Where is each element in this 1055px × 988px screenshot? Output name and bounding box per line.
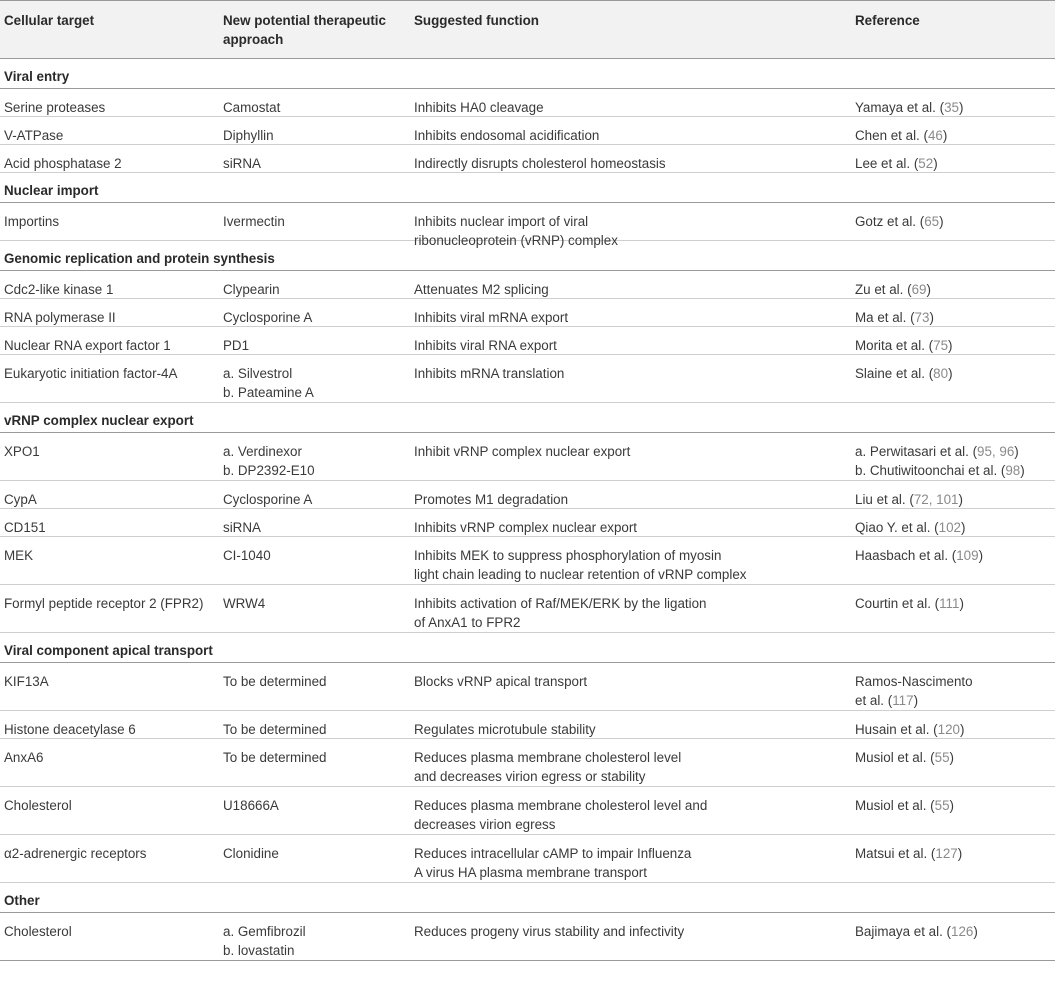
suggested-function-cell-line: Reduces progeny virus stability and infectivity — [414, 924, 685, 939]
reference-line — [855, 461, 1055, 480]
reference-cell — [855, 98, 1055, 116]
therapeutic-approach-cell — [223, 720, 414, 738]
cellular-target-cell — [0, 844, 223, 882]
therapeutic-approach-cell-line: a. Verdinexor — [223, 444, 302, 459]
reference-line — [855, 691, 1055, 710]
therapeutic-approach-cell-line: Cyclosporine A — [223, 492, 313, 507]
cellular-target-cell-line: Cdc2-like kinase 1 — [4, 282, 114, 297]
reference-citation-link[interactable]: 117 — [892, 693, 914, 708]
reference-citation-link[interactable]: 72, 101 — [913, 492, 959, 507]
reference-cell — [855, 844, 1055, 882]
reference-cell — [855, 748, 1055, 786]
cellular-target-cell-line: α2-adrenergic receptors — [4, 846, 147, 861]
reference-author: Gotz et al. ( — [855, 214, 925, 229]
suggested-function-cell-line: Inhibits vRNP complex nuclear export — [414, 520, 638, 535]
table-row — [0, 145, 1055, 173]
suggested-function-cell-line: Reduces plasma membrane cholesterol level and — [414, 798, 708, 813]
suggested-function-cell-line: ribonucleoprotein (vRNP) complex — [414, 233, 618, 248]
header-therapeutic-approach — [223, 11, 414, 58]
reference-close-paren: ) — [960, 520, 966, 535]
cellular-target-cell-line: Cholesterol — [4, 798, 72, 813]
header-cellular-target: Cellular target — [4, 13, 95, 28]
suggested-function-cell — [414, 126, 855, 144]
therapeutic-approach-cell — [223, 518, 414, 536]
reference-author: Zu et al. ( — [855, 282, 912, 297]
cellular-target-cell-line: Importins — [4, 214, 60, 229]
therapeutic-approach-cell-line: Clypearin — [223, 282, 280, 297]
reference-close-paren: ) — [913, 693, 919, 708]
reference-citation-link[interactable]: 120 — [937, 722, 960, 737]
cellular-target-cell-line: CD151 — [4, 520, 46, 535]
reference-line — [855, 922, 1055, 941]
header-suggested-function: Suggested function — [414, 13, 539, 28]
suggested-function-cell-line: Inhibits mRNA translation — [414, 366, 565, 381]
reference-citation-link[interactable]: 35 — [944, 100, 959, 115]
therapeutic-approach-cell-line: siRNA — [223, 520, 261, 535]
suggested-function-cell-line: Regulates microtubule stability — [414, 722, 596, 737]
header-therapeutic-approach-line1: New potential therapeutic — [223, 13, 386, 28]
suggested-function-cell-line: Inhibits viral mRNA export — [414, 310, 569, 325]
reference-author: Lee et al. ( — [855, 156, 919, 171]
table-row — [0, 355, 1055, 403]
reference-cell — [855, 364, 1055, 402]
therapeutic-approach-cell — [223, 126, 414, 144]
suggested-function-cell — [414, 720, 855, 738]
reference-close-paren: ) — [939, 214, 944, 229]
reference-author: Husain et al. ( — [855, 722, 938, 737]
reference-close-paren: ) — [949, 750, 954, 765]
reference-line — [855, 308, 1055, 327]
suggested-function-cell-line: Inhibit vRNP complex nuclear export — [414, 444, 631, 459]
therapeutic-approach-cell-line: U18666A — [223, 798, 279, 813]
table-row — [0, 327, 1055, 355]
reference-citation-link[interactable]: 55 — [934, 750, 950, 765]
suggested-function-cell — [414, 212, 855, 248]
suggested-function-cell — [414, 748, 855, 786]
suggested-function-cell-line: Indirectly disrupts cholesterol homeostasis — [414, 156, 666, 171]
reference-cell — [855, 518, 1055, 536]
therapeutic-approach-cell — [223, 212, 414, 240]
reference-cell — [855, 154, 1055, 172]
suggested-function-cell — [414, 442, 855, 480]
suggested-function-cell-line: A virus HA plasma membrane transport — [414, 865, 647, 880]
suggested-function-cell-line: Inhibits endosomal acidification — [414, 128, 600, 143]
table-row — [0, 711, 1055, 739]
reference-citation-link[interactable]: 102 — [938, 520, 961, 535]
reference-citation-link[interactable]: 52 — [918, 156, 934, 171]
suggested-function-cell — [414, 336, 855, 354]
therapeutic-approach-cell — [223, 98, 414, 116]
reference-author: a. Perwitasari et al. ( — [855, 444, 978, 459]
cellular-target-cell-line: CypA — [4, 492, 37, 507]
reference-author: Slaine et al. ( — [855, 366, 934, 381]
reference-line — [855, 844, 1055, 863]
reference-citation-link[interactable]: 69 — [911, 282, 927, 297]
reference-close-paren: ) — [973, 924, 978, 939]
reference-citation-link[interactable]: 126 — [951, 924, 974, 939]
cellular-target-cell — [0, 154, 223, 172]
reference-citation-link[interactable]: 111 — [939, 596, 960, 611]
cellular-target-cell-line: KIF13A — [4, 674, 49, 689]
therapeutic-approach-cell-line: PD1 — [223, 338, 250, 353]
therapeutic-approach-cell — [223, 364, 414, 402]
reference-line — [855, 720, 1055, 739]
therapeutic-approach-cell — [223, 442, 414, 480]
table-row — [0, 663, 1055, 711]
cellular-target-cell — [0, 720, 223, 738]
reference-cell — [855, 212, 1055, 240]
table-row — [0, 585, 1055, 633]
reference-close-paren: ) — [929, 310, 934, 325]
reference-citation-link[interactable]: 127 — [935, 846, 958, 861]
reference-close-paren: ) — [948, 366, 953, 381]
reference-cell — [855, 280, 1055, 298]
suggested-function-cell-line: decreases virion egress — [414, 817, 556, 832]
cellular-target-cell-line: RNA polymerase II — [4, 310, 116, 325]
reference-close-paren: ) — [957, 846, 963, 861]
reference-close-paren: ) — [959, 596, 964, 611]
therapeutic-approach-cell-line: a. Silvestrol — [223, 366, 293, 381]
reference-author: Liu et al. ( — [855, 492, 914, 507]
table-row — [0, 787, 1055, 835]
reference-close-paren: ) — [1020, 463, 1025, 478]
reference-line — [855, 212, 1055, 231]
reference-citation-link[interactable]: 95, 96 — [977, 444, 1015, 459]
suggested-function-cell — [414, 364, 855, 402]
suggested-function-cell — [414, 154, 855, 172]
reference-cell — [855, 672, 1055, 710]
reference-line — [855, 490, 1055, 509]
therapeutic-approach-cell-line: siRNA — [223, 156, 261, 171]
therapeutic-approach-cell — [223, 672, 414, 710]
cellular-target-cell — [0, 796, 223, 834]
suggested-function-cell — [414, 280, 855, 298]
therapeutic-approach-cell — [223, 922, 414, 960]
header-reference: Reference — [855, 13, 920, 28]
table-row — [0, 537, 1055, 585]
suggested-function-cell — [414, 546, 855, 584]
reference-close-paren: ) — [1014, 444, 1019, 459]
table-row — [0, 835, 1055, 883]
reference-close-paren: ) — [926, 282, 931, 297]
therapeutic-approach-cell — [223, 844, 414, 882]
reference-author: Bajimaya et al. ( — [855, 924, 952, 939]
cellular-target-cell-line: Cholesterol — [4, 924, 72, 939]
cellular-target-cell — [0, 546, 223, 584]
cellular-target-cell — [0, 490, 223, 508]
suggested-function-cell-line: Inhibits HA0 cleavage — [414, 100, 544, 115]
reference-citation-link[interactable]: 75 — [933, 338, 949, 353]
reference-citation-link[interactable]: 65 — [924, 214, 940, 229]
reference-close-paren: ) — [958, 492, 963, 507]
suggested-function-cell-line: Attenuates M2 splicing — [414, 282, 549, 297]
reference-citation-link[interactable]: 80 — [933, 366, 949, 381]
reference-cell — [855, 796, 1055, 834]
therapeutic-approach-cell — [223, 308, 414, 326]
reference-cell — [855, 336, 1055, 354]
reference-close-paren: ) — [978, 548, 984, 563]
cellular-target-cell — [0, 518, 223, 536]
suggested-function-cell — [414, 796, 855, 834]
suggested-function-cell-line: of AnxA1 to FPR2 — [414, 615, 521, 630]
suggested-function-cell-line: Blocks vRNP apical transport — [414, 674, 588, 689]
reference-line — [855, 98, 1055, 117]
therapeutic-approach-cell-line: Diphyllin — [223, 128, 274, 143]
cellular-target-cell — [0, 126, 223, 144]
reference-line — [855, 796, 1055, 815]
table-row — [0, 299, 1055, 327]
therapeutic-approach-cell — [223, 546, 414, 584]
cellular-target-cell — [0, 672, 223, 710]
reference-author: Qiao Y. et al. ( — [855, 520, 939, 535]
suggested-function-cell-line: Inhibits MEK to suppress phosphorylation of myosin — [414, 548, 722, 563]
cellular-target-cell — [0, 336, 223, 354]
cellular-target-cell-line: Acid phosphatase 2 — [4, 156, 122, 171]
reference-line — [855, 748, 1055, 767]
suggested-function-cell-line: Reduces intracellular cAMP to impair Influenza — [414, 846, 692, 861]
section-header: Viral entry — [0, 59, 1055, 89]
reference-cell — [855, 546, 1055, 584]
table-row — [0, 509, 1055, 537]
reference-line — [855, 154, 1055, 173]
suggested-function-cell-line: Inhibits viral RNA export — [414, 338, 557, 353]
reference-citation-link[interactable]: 55 — [934, 798, 950, 813]
suggested-function-cell — [414, 594, 855, 632]
reference-author: Yamaya et al. ( — [855, 100, 945, 115]
reference-line — [855, 672, 1055, 691]
therapeutic-approach-cell-line: a. Gemfibrozil — [223, 924, 306, 939]
reference-cell — [855, 720, 1055, 738]
suggested-function-cell-line: Promotes M1 degradation — [414, 492, 569, 507]
reference-close-paren: ) — [933, 156, 938, 171]
cellular-target-cell-line: Serine proteases — [4, 100, 106, 115]
therapeutic-approach-cell-line: To be determined — [223, 722, 327, 737]
reference-cell — [855, 922, 1055, 960]
reference-line — [855, 594, 1055, 613]
reference-close-paren: ) — [942, 128, 948, 143]
cellular-target-cell — [0, 922, 223, 960]
table-row — [0, 117, 1055, 145]
therapeutic-approach-cell-line: CI-1040 — [223, 548, 271, 563]
cellular-target-cell-line: XPO1 — [4, 444, 40, 459]
suggested-function-cell-line: light chain leading to nuclear retention of vRNP complex — [414, 567, 747, 582]
reference-cell — [855, 126, 1055, 144]
table-body — [0, 59, 1055, 961]
therapeutic-approach-cell — [223, 490, 414, 508]
table-row — [0, 203, 1055, 248]
suggested-function-cell-line: Inhibits activation of Raf/MEK/ERK by the ligation — [414, 596, 707, 611]
therapeutic-approach-cell-line: b. DP2392-E10 — [223, 463, 315, 478]
therapeutic-approach-cell — [223, 154, 414, 172]
reference-line — [855, 126, 1055, 145]
therapeutic-approach-cell-line: Camostat — [223, 100, 281, 115]
therapeutic-approach-cell — [223, 796, 414, 834]
cellular-target-cell — [0, 748, 223, 786]
reference-close-paren: ) — [958, 100, 964, 115]
table-row — [0, 271, 1055, 299]
reference-author: Ma et al. ( — [855, 310, 915, 325]
reference-close-paren: ) — [949, 798, 954, 813]
cellular-target-cell — [0, 442, 223, 480]
cellular-target-cell — [0, 364, 223, 402]
reference-close-paren: ) — [959, 722, 965, 737]
table-row — [0, 739, 1055, 787]
header-therapeutic-approach-line2: approach — [223, 32, 284, 47]
table-row — [0, 913, 1055, 961]
cellular-target-cell — [0, 280, 223, 298]
reference-citation-link[interactable]: 46 — [927, 128, 943, 143]
suggested-function-cell-line: Reduces plasma membrane cholesterol level — [414, 750, 682, 765]
section-header: Viral component apical transport — [0, 633, 1055, 663]
suggested-function-cell — [414, 518, 855, 536]
reference-citation-link[interactable]: 73 — [914, 310, 930, 325]
reference-cell — [855, 308, 1055, 326]
reference-cell — [855, 442, 1055, 480]
therapeutic-approach-cell-line: Cyclosporine A — [223, 310, 313, 325]
table-row — [0, 481, 1055, 509]
therapeutic-approach-cell-line: b. lovastatin — [223, 943, 295, 958]
reference-citation-link[interactable]: 98 — [1005, 463, 1021, 478]
reference-author: Chen et al. ( — [855, 128, 928, 143]
reference-author: b. Chutiwitoonchai et al. ( — [855, 463, 1006, 478]
therapeutic-approach-cell-line: To be determined — [223, 674, 327, 689]
reference-cell — [855, 594, 1055, 632]
reference-line — [855, 442, 1055, 461]
reference-author: et al. ( — [855, 693, 893, 708]
cellular-target-cell-line: Nuclear RNA export factor 1 — [4, 338, 171, 353]
reference-line — [855, 280, 1055, 299]
suggested-function-cell — [414, 490, 855, 508]
therapeutic-approach-cell-line: b. Pateamine A — [223, 385, 314, 400]
cellular-target-cell — [0, 594, 223, 632]
section-header: Other — [0, 883, 1055, 913]
cellular-target-cell-line: AnxA6 — [4, 750, 44, 765]
section-header: vRNP complex nuclear export — [0, 403, 1055, 433]
table-row — [0, 433, 1055, 481]
therapeutic-approach-cell — [223, 748, 414, 786]
reference-close-paren: ) — [948, 338, 953, 353]
table-row — [0, 89, 1055, 117]
reference-citation-link[interactable]: 109 — [956, 548, 979, 563]
reference-line — [855, 518, 1055, 537]
reference-author: Courtin et al. ( — [855, 596, 940, 611]
reference-author: Morita et al. ( — [855, 338, 934, 353]
section-header: Nuclear import — [0, 173, 1055, 203]
section-header: Genomic replication and protein synthesis — [0, 241, 1055, 271]
cellular-target-cell-line: V-ATPase — [4, 128, 64, 143]
therapeutic-approach-cell-line: To be determined — [223, 750, 327, 765]
cellular-target-cell — [0, 98, 223, 116]
therapeutic-approach-cell-line: Ivermectin — [223, 214, 285, 229]
table-header — [0, 1, 1055, 59]
suggested-function-cell — [414, 922, 855, 960]
reference-line — [855, 336, 1055, 355]
reference-cell — [855, 490, 1055, 508]
suggested-function-cell-line: Inhibits nuclear import of viral — [414, 214, 589, 229]
reference-author: Musiol et al. ( — [855, 750, 935, 765]
reference-line — [855, 364, 1055, 383]
cellular-target-cell — [0, 308, 223, 326]
therapeutic-approach-cell-line: WRW4 — [223, 596, 266, 611]
cellular-target-cell-line: Eukaryotic initiation factor-4A — [4, 366, 178, 381]
therapeutic-approach-cell — [223, 594, 414, 632]
cellular-target-cell-line: Formyl peptide receptor 2 (FPR2) — [4, 596, 204, 611]
reference-author: Ramos-Nascimento — [855, 674, 973, 689]
suggested-function-cell-line: and decreases virion egress or stability — [414, 769, 646, 784]
therapeutic-approach-cell-line: Clonidine — [223, 846, 279, 861]
reference-line — [855, 546, 1055, 565]
cellular-target-cell-line: MEK — [4, 548, 34, 563]
suggested-function-cell — [414, 98, 855, 116]
reference-author: Musiol et al. ( — [855, 798, 935, 813]
cellular-target-cell — [0, 212, 223, 240]
suggested-function-cell — [414, 672, 855, 710]
therapeutic-approach-cell — [223, 336, 414, 354]
therapeutic-approach-cell — [223, 280, 414, 298]
cellular-target-cell-line: Histone deacetylase 6 — [4, 722, 136, 737]
reference-author: Matsui et al. ( — [855, 846, 936, 861]
suggested-function-cell — [414, 844, 855, 882]
reference-author: Haasbach et al. ( — [855, 548, 957, 563]
suggested-function-cell — [414, 308, 855, 326]
